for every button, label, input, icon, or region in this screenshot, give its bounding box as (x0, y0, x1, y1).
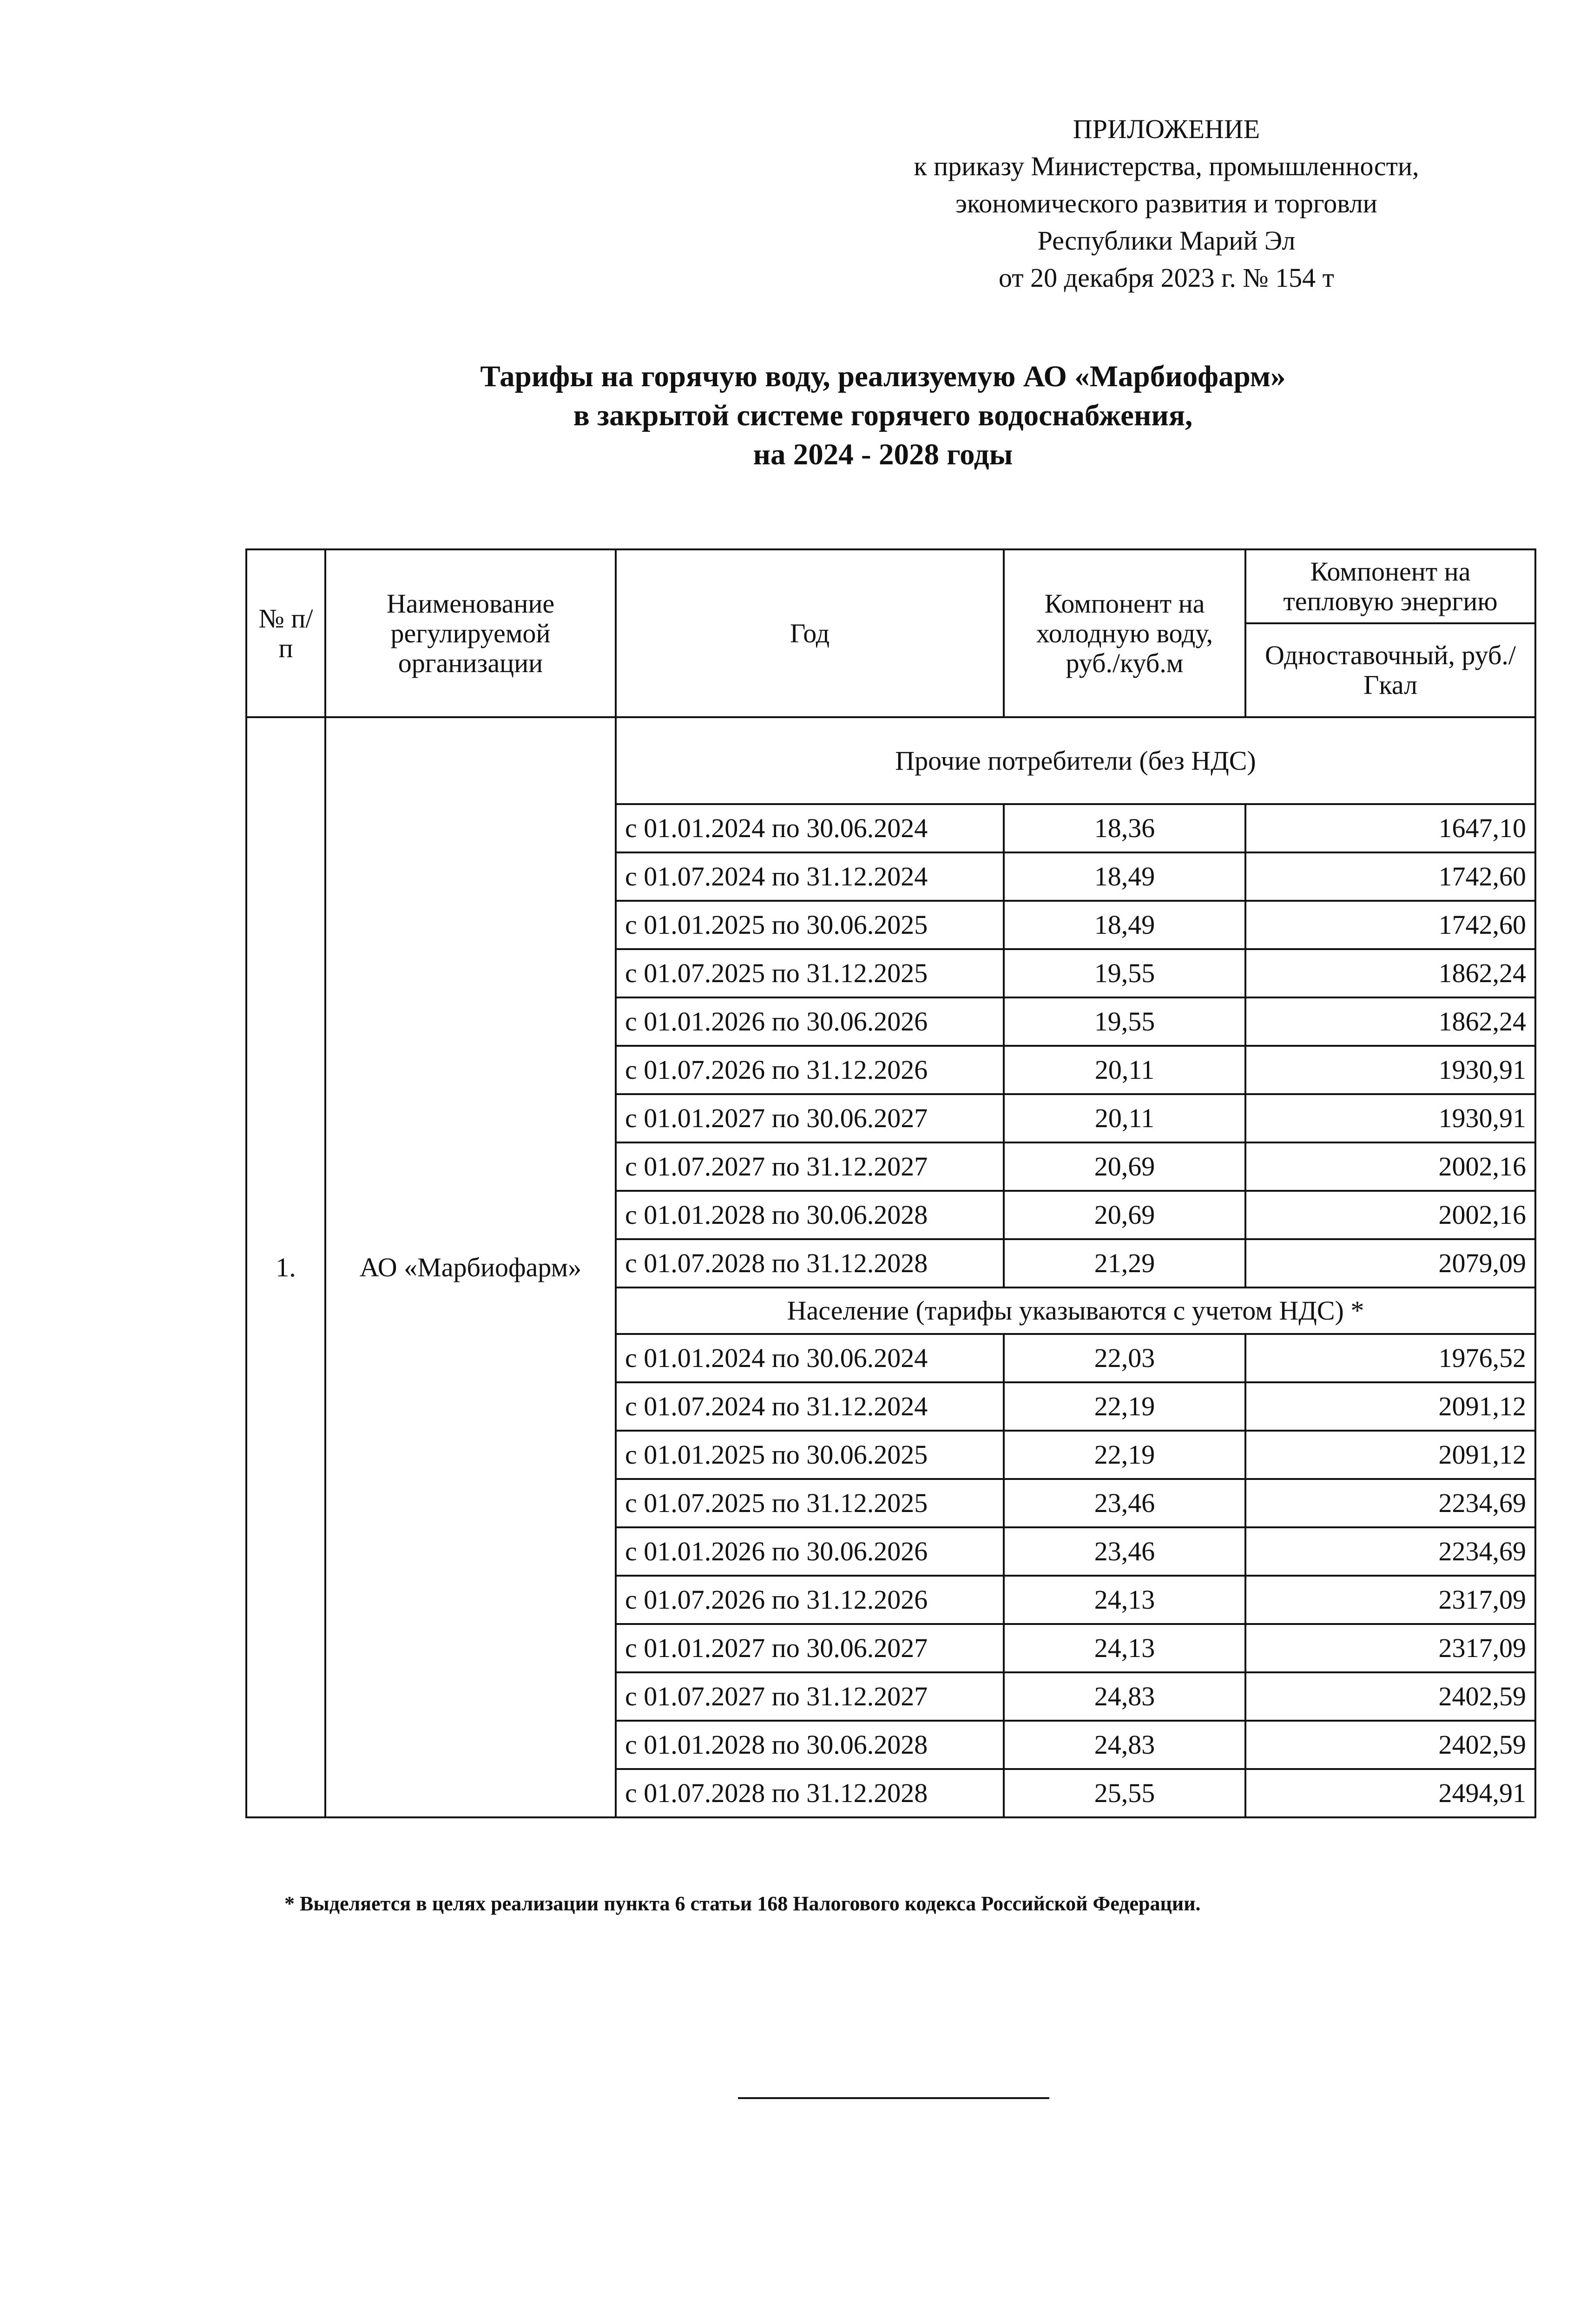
period-cell: с 01.01.2027 по 30.06.2027 (616, 1094, 1004, 1142)
heat-energy-cell: 1742,60 (1245, 901, 1535, 949)
period-cell: с 01.07.2027 по 31.12.2027 (616, 1672, 1004, 1721)
period-cell: с 01.01.2028 по 30.06.2028 (616, 1721, 1004, 1769)
heat-energy-cell: 1862,24 (1245, 949, 1535, 997)
cold-water-cell: 22,19 (1004, 1382, 1245, 1431)
group-header-other-consumers: Прочие потребители (без НДС) (616, 717, 1535, 804)
cold-water-cell: 22,19 (1004, 1431, 1245, 1479)
period-cell: с 01.01.2025 по 30.06.2025 (616, 1431, 1004, 1479)
footnote: * Выделяется в целях реализации пункта 6 статьи 168 Налогового кодекса Российской Федерации. (284, 1892, 1201, 1915)
cold-water-cell: 22,03 (1004, 1334, 1245, 1382)
header-organization: Наименование регулируемой организации (325, 549, 616, 717)
closing-rule (738, 2097, 1049, 2099)
appendix-line: к приказу Министерства, промышленности, (914, 151, 1419, 181)
period-cell: с 01.07.2027 по 31.12.2027 (616, 1142, 1004, 1191)
cold-water-cell: 20,69 (1004, 1142, 1245, 1191)
period-cell: с 01.01.2026 по 30.06.2026 (616, 1527, 1004, 1576)
cold-water-cell: 20,69 (1004, 1191, 1245, 1239)
row-number: 1. (246, 717, 325, 1817)
period-cell: с 01.07.2024 по 31.12.2024 (616, 1382, 1004, 1431)
cold-water-cell: 19,55 (1004, 949, 1245, 997)
period-cell: с 01.01.2028 по 30.06.2028 (616, 1191, 1004, 1239)
heat-energy-cell: 2002,16 (1245, 1142, 1535, 1191)
cold-water-cell: 18,49 (1004, 901, 1245, 949)
period-cell: с 01.07.2025 по 31.12.2025 (616, 949, 1004, 997)
cold-water-cell: 21,29 (1004, 1239, 1245, 1287)
tariff-table (245, 548, 1536, 1818)
organization-name: АО «Марбиофарм» (325, 717, 616, 1817)
heat-energy-cell: 2402,59 (1245, 1721, 1535, 1769)
appendix-order-date: от 20 декабря 2023 г. № 154 т (999, 263, 1334, 293)
appendix-heading: ПРИЛОЖЕНИЕ (1073, 114, 1260, 144)
heat-energy-cell: 1930,91 (1245, 1046, 1535, 1094)
cold-water-cell: 20,11 (1004, 1094, 1245, 1142)
header-number: № п/п (246, 549, 325, 717)
header-heat-energy: Компонент на тепловую энергию (1245, 549, 1535, 623)
group-header-population: Население (тарифы указываются с учетом НДС) * (616, 1287, 1535, 1334)
header-heat-single-rate: Одноставочный, руб./Гкал (1245, 623, 1535, 717)
heat-energy-cell: 1647,10 (1245, 804, 1535, 852)
heat-energy-cell: 2402,59 (1245, 1672, 1535, 1721)
heat-energy-cell: 2234,69 (1245, 1479, 1535, 1527)
title-line: на 2024 - 2028 годы (753, 438, 1013, 471)
appendix-line: экономического развития и торговли (955, 188, 1377, 218)
header-cold-water: Компонент на холодную воду, руб./куб.м (1004, 549, 1245, 717)
cold-water-cell: 24,13 (1004, 1576, 1245, 1624)
appendix-line: Республики Марий Эл (1037, 225, 1296, 256)
cold-water-cell: 18,49 (1004, 852, 1245, 901)
heat-energy-cell: 1742,60 (1245, 852, 1535, 901)
heat-energy-cell: 2494,91 (1245, 1769, 1535, 1817)
cold-water-cell: 24,83 (1004, 1672, 1245, 1721)
heat-energy-cell: 1976,52 (1245, 1334, 1535, 1382)
heat-energy-cell: 1930,91 (1245, 1094, 1535, 1142)
heat-energy-cell: 1862,24 (1245, 997, 1535, 1046)
period-cell: с 01.07.2025 по 31.12.2025 (616, 1479, 1004, 1527)
cold-water-cell: 24,13 (1004, 1624, 1245, 1672)
cold-water-cell: 23,46 (1004, 1527, 1245, 1576)
heat-energy-cell: 2091,12 (1245, 1431, 1535, 1479)
period-cell: с 01.07.2026 по 31.12.2026 (616, 1046, 1004, 1094)
cold-water-cell: 18,36 (1004, 804, 1245, 852)
cold-water-cell: 25,55 (1004, 1769, 1245, 1817)
heat-energy-cell: 2002,16 (1245, 1191, 1535, 1239)
cold-water-cell: 24,83 (1004, 1721, 1245, 1769)
header-year: Год (616, 549, 1004, 717)
period-cell: с 01.01.2025 по 30.06.2025 (616, 901, 1004, 949)
title-line: в закрытой системе горячего водоснабжения, (573, 399, 1193, 432)
heat-energy-cell: 2317,09 (1245, 1624, 1535, 1672)
document-title (232, 357, 1534, 474)
period-cell: с 01.01.2024 по 30.06.2024 (616, 804, 1004, 852)
period-cell: с 01.01.2026 по 30.06.2026 (616, 997, 1004, 1046)
period-cell: с 01.07.2024 по 31.12.2024 (616, 852, 1004, 901)
period-cell: с 01.01.2027 по 30.06.2027 (616, 1624, 1004, 1672)
period-cell: с 01.07.2026 по 31.12.2026 (616, 1576, 1004, 1624)
heat-energy-cell: 2317,09 (1245, 1576, 1535, 1624)
heat-energy-cell: 2091,12 (1245, 1382, 1535, 1431)
cold-water-cell: 23,46 (1004, 1479, 1245, 1527)
cold-water-cell: 20,11 (1004, 1046, 1245, 1094)
title-line: Тарифы на горячую воду, реализуемую АО «Марбиофарм» (480, 360, 1286, 393)
period-cell: с 01.01.2024 по 30.06.2024 (616, 1334, 1004, 1382)
period-cell: с 01.07.2028 по 31.12.2028 (616, 1769, 1004, 1817)
period-cell: с 01.07.2028 по 31.12.2028 (616, 1239, 1004, 1287)
heat-energy-cell: 2234,69 (1245, 1527, 1535, 1576)
appendix-block (836, 111, 1496, 297)
cold-water-cell: 19,55 (1004, 997, 1245, 1046)
heat-energy-cell: 2079,09 (1245, 1239, 1535, 1287)
